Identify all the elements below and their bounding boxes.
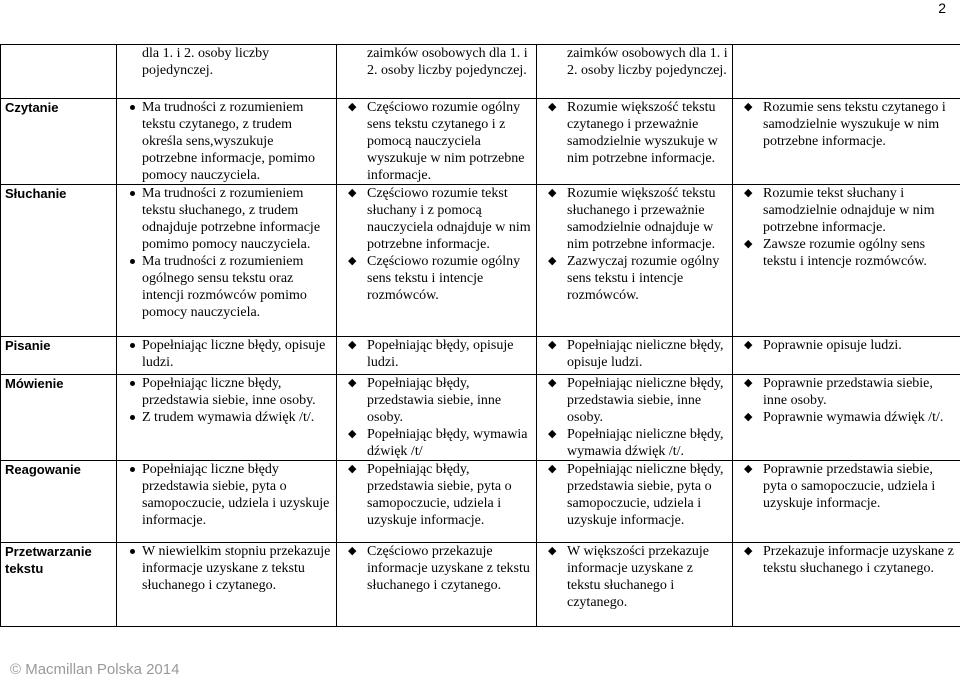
criteria-item: Ma trudności z rozumieniem tekstu czytanego, z trudem określa sens,wyszukuje potrzebne informacje, pomimo pomocy nauczyciela.	[121, 99, 332, 184]
continued-text: zaimków osobowych dla 1. i 2. osoby liczby pojedynczej.	[567, 46, 728, 78]
level-1-cell	[117, 375, 337, 461]
criteria-list	[737, 337, 956, 354]
level-4-cell	[733, 185, 960, 337]
category-cell: Mówienie	[1, 375, 117, 461]
criteria-item: Popełniając liczne błędy, opisuje ludzi.	[121, 337, 332, 371]
level-3-cell	[537, 461, 733, 543]
criteria-list	[541, 337, 728, 371]
category-cell: Reagowanie	[1, 461, 117, 543]
criteria-item: ◆ Przekazuje informacje uzyskane z tekstu słuchanego i czytanego.	[737, 543, 956, 577]
level-4-cell	[733, 461, 960, 543]
level-4-cell	[733, 45, 960, 99]
criteria-item: Ma trudności z rozumieniem ogólnego sensu tekstu oraz intencji rozmówców pomimo pomocy nauczyciela.	[121, 253, 332, 321]
criteria-item: Z trudem wymawia dźwięk /t/.	[121, 409, 332, 426]
criteria-item: W niewielkim stopniu przekazuje informacje uzyskane z tekstu słuchanego i czytanego.	[121, 543, 332, 594]
criteria-list	[737, 99, 956, 150]
criteria-item: ◆ Popełniając nieliczne błędy, przedstawia siebie, pyta o samopoczucie, udziela i uzyskuje informacje.	[541, 461, 728, 529]
criteria-list	[737, 461, 956, 512]
level-2-cell	[337, 99, 537, 185]
continued-text: dla 1. i 2. osoby liczby pojedynczej.	[142, 46, 270, 78]
level-2-cell	[337, 461, 537, 543]
criteria-list	[341, 337, 532, 371]
criteria-item: ◆ Popełniając błędy, opisuje ludzi.	[341, 337, 532, 371]
criteria-list	[541, 185, 728, 304]
criteria-list	[541, 461, 728, 529]
criteria-item: Popełniając liczne błędy, przedstawia siebie, inne osoby.	[121, 375, 332, 409]
criteria-list	[541, 375, 728, 460]
criteria-item: ◆ W większości przekazuje informacje uzyskane z tekstu słuchanego i czytanego.	[541, 543, 728, 611]
table-row	[1, 99, 960, 185]
criteria-list	[121, 185, 332, 321]
criteria-item: ◆ Poprawnie przedstawia siebie, pyta o samopoczucie, udziela i uzyskuje informacje.	[737, 461, 956, 512]
level-1-cell	[117, 99, 337, 185]
criteria-list	[737, 375, 956, 426]
level-1-cell	[117, 543, 337, 627]
criteria-list	[341, 185, 532, 304]
criteria-item: ◆ Poprawnie opisuje ludzi.	[737, 337, 956, 354]
table-row	[1, 185, 960, 337]
criteria-item: ◆ Zazwyczaj rozumie ogólny sens tekstu i intencje rozmówców.	[541, 253, 728, 304]
table-row	[1, 337, 960, 375]
criteria-item: ◆ Częściowo przekazuje informacje uzyskane z tekstu słuchanego i czytanego.	[341, 543, 532, 594]
level-3-cell	[537, 375, 733, 461]
level-4-cell	[733, 375, 960, 461]
page-number: 2	[938, 0, 946, 16]
category-cell: Czytanie	[1, 99, 117, 185]
table-row	[1, 461, 960, 543]
level-2-cell	[337, 375, 537, 461]
table-row	[1, 375, 960, 461]
criteria-item: ◆ Popełniając błędy, przedstawia siebie, pyta o samopoczucie, udziela i uzyskuje informacje.	[341, 461, 532, 529]
criteria-item: Ma trudności z rozumieniem tekstu słuchanego, z trudem odnajduje potrzebne informacje pomimo pomocy nauczyciela.	[121, 185, 332, 253]
criteria-item: ◆ Częściowo rozumie ogólny sens tekstu czytanego i z pomocą nauczyciela wyszukuje w nim potrzebne informacje.	[341, 99, 532, 184]
level-4-cell	[733, 543, 960, 627]
criteria-list	[737, 543, 956, 577]
table-row	[1, 45, 960, 99]
criteria-item: ◆ Popełniając błędy, wymawia dźwięk /t/	[341, 426, 532, 460]
category-cell: Przetwarzanie tekstu	[1, 543, 117, 627]
level-2-cell	[337, 337, 537, 375]
level-4-cell	[733, 99, 960, 185]
criteria-list	[121, 99, 332, 184]
criteria-list	[341, 99, 532, 184]
criteria-item: ◆ Częściowo rozumie ogólny sens tekstu i intencje rozmówców.	[341, 253, 532, 304]
criteria-list	[121, 337, 332, 371]
level-2-cell	[337, 45, 537, 99]
level-3-cell	[537, 543, 733, 627]
criteria-item: ◆ Rozumie sens tekstu czytanego i samodzielnie wyszukuje w nim potrzebne informacje.	[737, 99, 956, 150]
criteria-item: ◆ Rozumie tekst słuchany i samodzielnie odnajduje w nim potrzebne informacje.	[737, 185, 956, 236]
level-2-cell	[337, 543, 537, 627]
level-1-cell	[117, 337, 337, 375]
criteria-item: ◆ Rozumie większość tekstu słuchanego i przeważnie samodzielnie odnajduje w nim potrzebne informacje.	[541, 185, 728, 253]
criteria-list	[541, 543, 728, 611]
criteria-list	[121, 375, 332, 426]
criteria-list	[341, 375, 532, 460]
category-cell: Pisanie	[1, 337, 117, 375]
level-1-cell	[117, 45, 337, 99]
criteria-list	[121, 461, 332, 529]
criteria-list	[341, 461, 532, 529]
copyright-footer: © Macmillan Polska 2014	[10, 661, 180, 678]
criteria-item: Popełniając liczne błędy przedstawia siebie, pyta o samopoczucie, udziela i uzyskuje informacje.	[121, 461, 332, 529]
criteria-list	[541, 99, 728, 167]
level-3-cell	[537, 185, 733, 337]
table-row	[1, 543, 960, 627]
criteria-item: ◆ Popełniając nieliczne błędy, przedstawia siebie, inne osoby.	[541, 375, 728, 426]
criteria-item: ◆ Poprawnie przedstawia siebie, inne osoby.	[737, 375, 956, 409]
level-2-cell	[337, 185, 537, 337]
category-cell	[1, 45, 117, 99]
criteria-item: ◆ Rozumie większość tekstu czytanego i przeważnie samodzielnie wyszukuje w nim potrzebne informacje.	[541, 99, 728, 167]
criteria-item: ◆ Popełniając nieliczne błędy, opisuje ludzi.	[541, 337, 728, 371]
level-3-cell	[537, 337, 733, 375]
criteria-item: ◆ Częściowo rozumie tekst słuchany i z pomocą nauczyciela odnajduje w nim potrzebne informacje.	[341, 185, 532, 253]
level-3-cell	[537, 45, 733, 99]
level-1-cell	[117, 185, 337, 337]
criteria-list	[737, 185, 956, 270]
level-1-cell	[117, 461, 337, 543]
category-cell: Słuchanie	[1, 185, 117, 337]
criteria-item: ◆ Poprawnie wymawia dźwięk /t/.	[737, 409, 956, 426]
level-3-cell	[537, 99, 733, 185]
criteria-list	[121, 543, 332, 594]
continued-text: zaimków osobowych dla 1. i 2. osoby liczby pojedynczej.	[367, 46, 528, 78]
level-4-cell	[733, 337, 960, 375]
criteria-item: ◆ Zawsze rozumie ogólny sens tekstu i intencje rozmówców.	[737, 236, 956, 270]
criteria-item: ◆ Popełniając nieliczne błędy, wymawia dźwięk /t/.	[541, 426, 728, 460]
criteria-list	[341, 543, 532, 594]
assessment-table	[0, 44, 960, 627]
criteria-item: ◆ Popełniając błędy, przedstawia siebie, inne osoby.	[341, 375, 532, 426]
